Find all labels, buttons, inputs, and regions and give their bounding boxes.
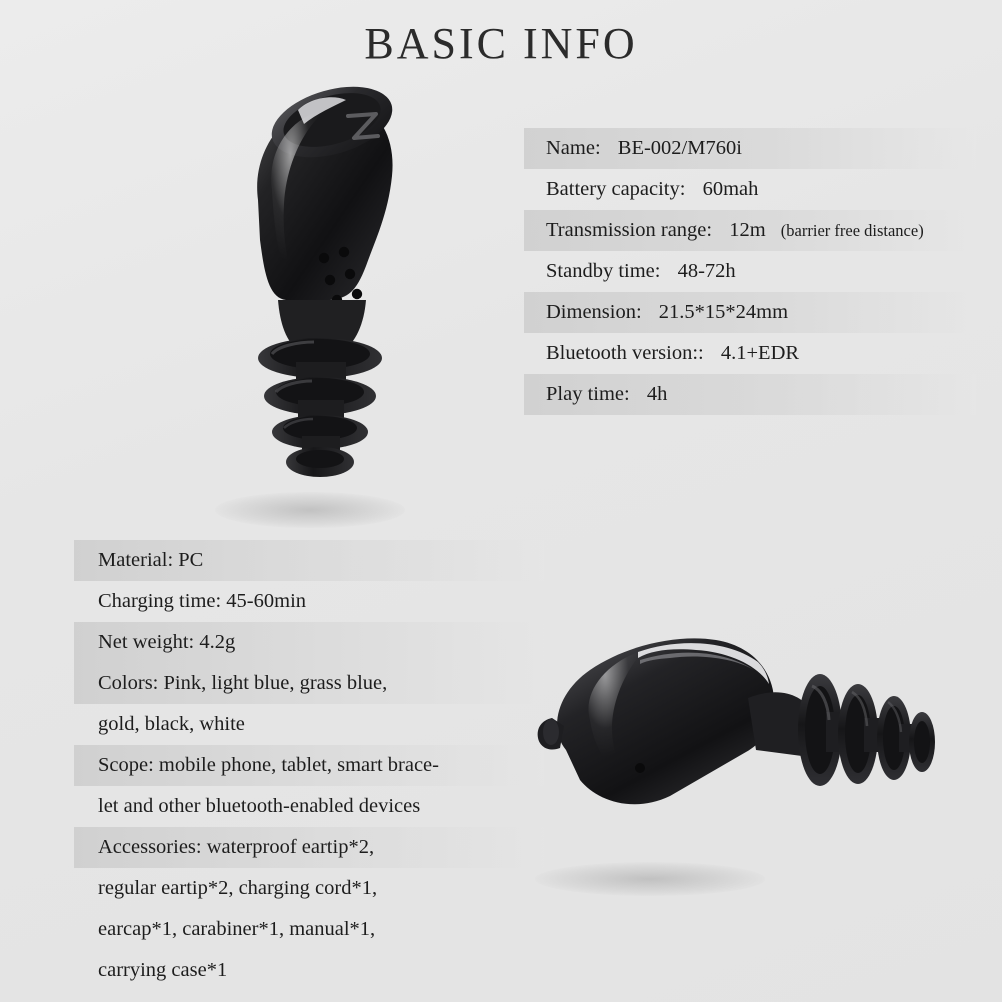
spec-row (524, 333, 976, 374)
spec-value: BE-002/M760i (617, 137, 742, 159)
spec-label: Standby time: (546, 260, 661, 282)
page-title: BASIC INFO (364, 19, 638, 68)
detail-row: Material: PC (74, 540, 544, 581)
spec-label: Name: (546, 137, 601, 159)
spec-value: 12m (729, 219, 766, 241)
detail-row: Charging time: 45-60min (98, 590, 307, 612)
earbud-side-image (520, 600, 950, 890)
earbud-upright-image (180, 80, 440, 500)
spec-label: Transmission range: (546, 219, 713, 241)
detail-row-continuation: carrying case*1 (98, 959, 228, 981)
spec-note: (barrier free distance) (780, 221, 924, 240)
spec-value: 4h (646, 383, 668, 405)
detail-row-continuation: gold, black, white (98, 713, 245, 735)
detail-row: Net weight: 4.2g (74, 622, 544, 663)
detail-row: Scope: mobile phone, tablet, smart brace- (74, 745, 544, 786)
spec-label: Dimension: (546, 301, 642, 323)
spec-value: 21.5*15*24mm (658, 301, 789, 323)
spec-row (524, 374, 976, 415)
spec-row (524, 210, 976, 251)
spec-value: 4.1+EDR (720, 342, 800, 364)
spec-label: Bluetooth version:: (546, 342, 704, 364)
spec-row (524, 292, 976, 333)
detail-row-continuation: earcap*1, carabiner*1, manual*1, (98, 918, 376, 940)
detail-row: Accessories: waterproof eartip*2, (74, 827, 544, 868)
spec-value: 48-72h (677, 260, 736, 282)
detail-list (74, 540, 544, 991)
spec-row (524, 128, 976, 169)
spec-label: Battery capacity: (546, 178, 686, 200)
detail-row-continuation: let and other bluetooth-enabled devices (98, 795, 421, 817)
spec-table (524, 128, 976, 415)
spec-row (524, 169, 976, 210)
detail-row: Colors: Pink, light blue, grass blue, (74, 663, 544, 704)
detail-row-continuation: regular eartip*2, charging cord*1, (98, 877, 378, 899)
spec-row (524, 251, 976, 292)
spec-label: Play time: (546, 383, 630, 405)
spec-value: 60mah (702, 178, 759, 200)
